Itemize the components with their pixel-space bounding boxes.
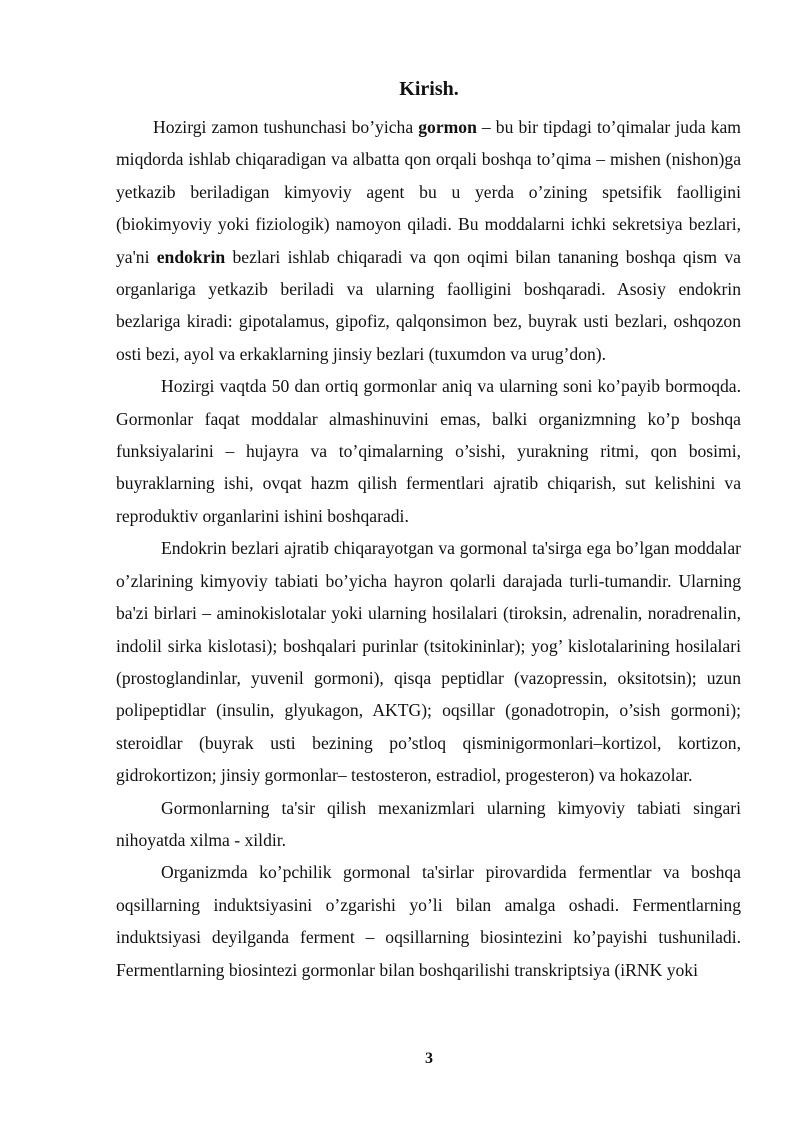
paragraph-1-part-1: Hozirgi zamon tushunchasi bo’yicha [153,117,419,137]
term-gormon: gormon [418,117,477,137]
paragraph-2: Hozirgi vaqtda 50 dan ortiq gormonlar aniq va ularning soni ko’payib bormoqda. Gormonlar faqat moddalar almashinuvini emas, balki organizmning ko’p boshqa funksiyalarini – hujayra va to’qimalarning o’sishi, yurakning ritmi, qon bosimi, buyraklarning ishi, ovqat hazm qilish fermentlari ajratib chiqarish, sut kelishini va reproduktiv organlarini ishini boshqaradi. [116,376,741,526]
page-title: Kirish. [399,78,459,100]
paragraph-4: Gormonlarning ta'sir qilish mexanizmlari ularning kimyoviy tabiati singari nihoyatda xilma - xildir. [116,797,741,850]
body-text [116,111,741,986]
paragraph-3: Endokrin bezlari ajratib chiqarayotgan va gormonal ta'sirga ega bo’lgan moddalar o’zlarining kimyoviy tabiati bo’yicha hayron qolarli darajada turli-tumandir. Ularning ba'zi birlari – aminokislotalar yoki ularning hosilalari (tiroksin, adrenalin, noradrenalin, indolil sirka kislotasi); boshqalari purinlar (tsitokininlar); yog’ kislotalarining hosilalari (prostoglandinlar, yuvenil gormoni), qisqa peptidlar (vazopressin, oksitotsin); uzun polipeptidlar (insulin, glyukagon, AKTG); oqsillar (gonadotropin, o’sish gormoni); steroidlar (buyrak usti bezining po’stloq qisminigormonlari–kortizol, kortizon, gidrokortizon; jinsiy gormonlar– testosteron, estradiol, progesteron) va hokazolar. [116,538,741,786]
paragraph-1 [116,111,741,370]
paragraph-1-part-3: bezlari ishlab chiqaradi va qon oqimi bilan tananing boshqa qism va organlariga yetkazib beriladi va ularning faolligini boshqaradi. Asosiy endokrin bezlariga kiradi: gipotalamus, gipofiz, qalqonsimon bez, buyrak usti bezlari, oshqozon osti bezi, ayol va erkaklarning jinsiy bezlari (tuxumdon va urug’don). [116,246,741,364]
term-endokrin: endokrin [156,246,226,267]
paragraph-1-part-2: – bu bir tipdagi to’qimalar juda kam miqdorda ishlab chiqaradigan va albatta qon orqali boshqa to’qima – mishen (nishon)ga yetkazib beriladigan kimyoviy agent bu u yerda o’zining spetsifik faolligini (biokimyoviy yoki fiziologik) namoyon qiladi. Bu moddalarni ichki sekretsiya bezlari, ya'ni [116,117,741,267]
page-number: 3 [425,1050,433,1067]
paragraph-5: Organizmda ko’pchilik gormonal ta'sirlar pirovardida fermentlar va boshqa oqsillarning induktsiyasini o’zgarishi yo’li bilan amalga oshadi. Fermentlarning induktsiyasi deyilganda ferment – oqsillarning biosintezini ko’payishi tushuniladi. Fermentlarning biosintezi gormonlar bilan boshqarilishi transkriptsiya (iRNK yoki [116,862,741,980]
